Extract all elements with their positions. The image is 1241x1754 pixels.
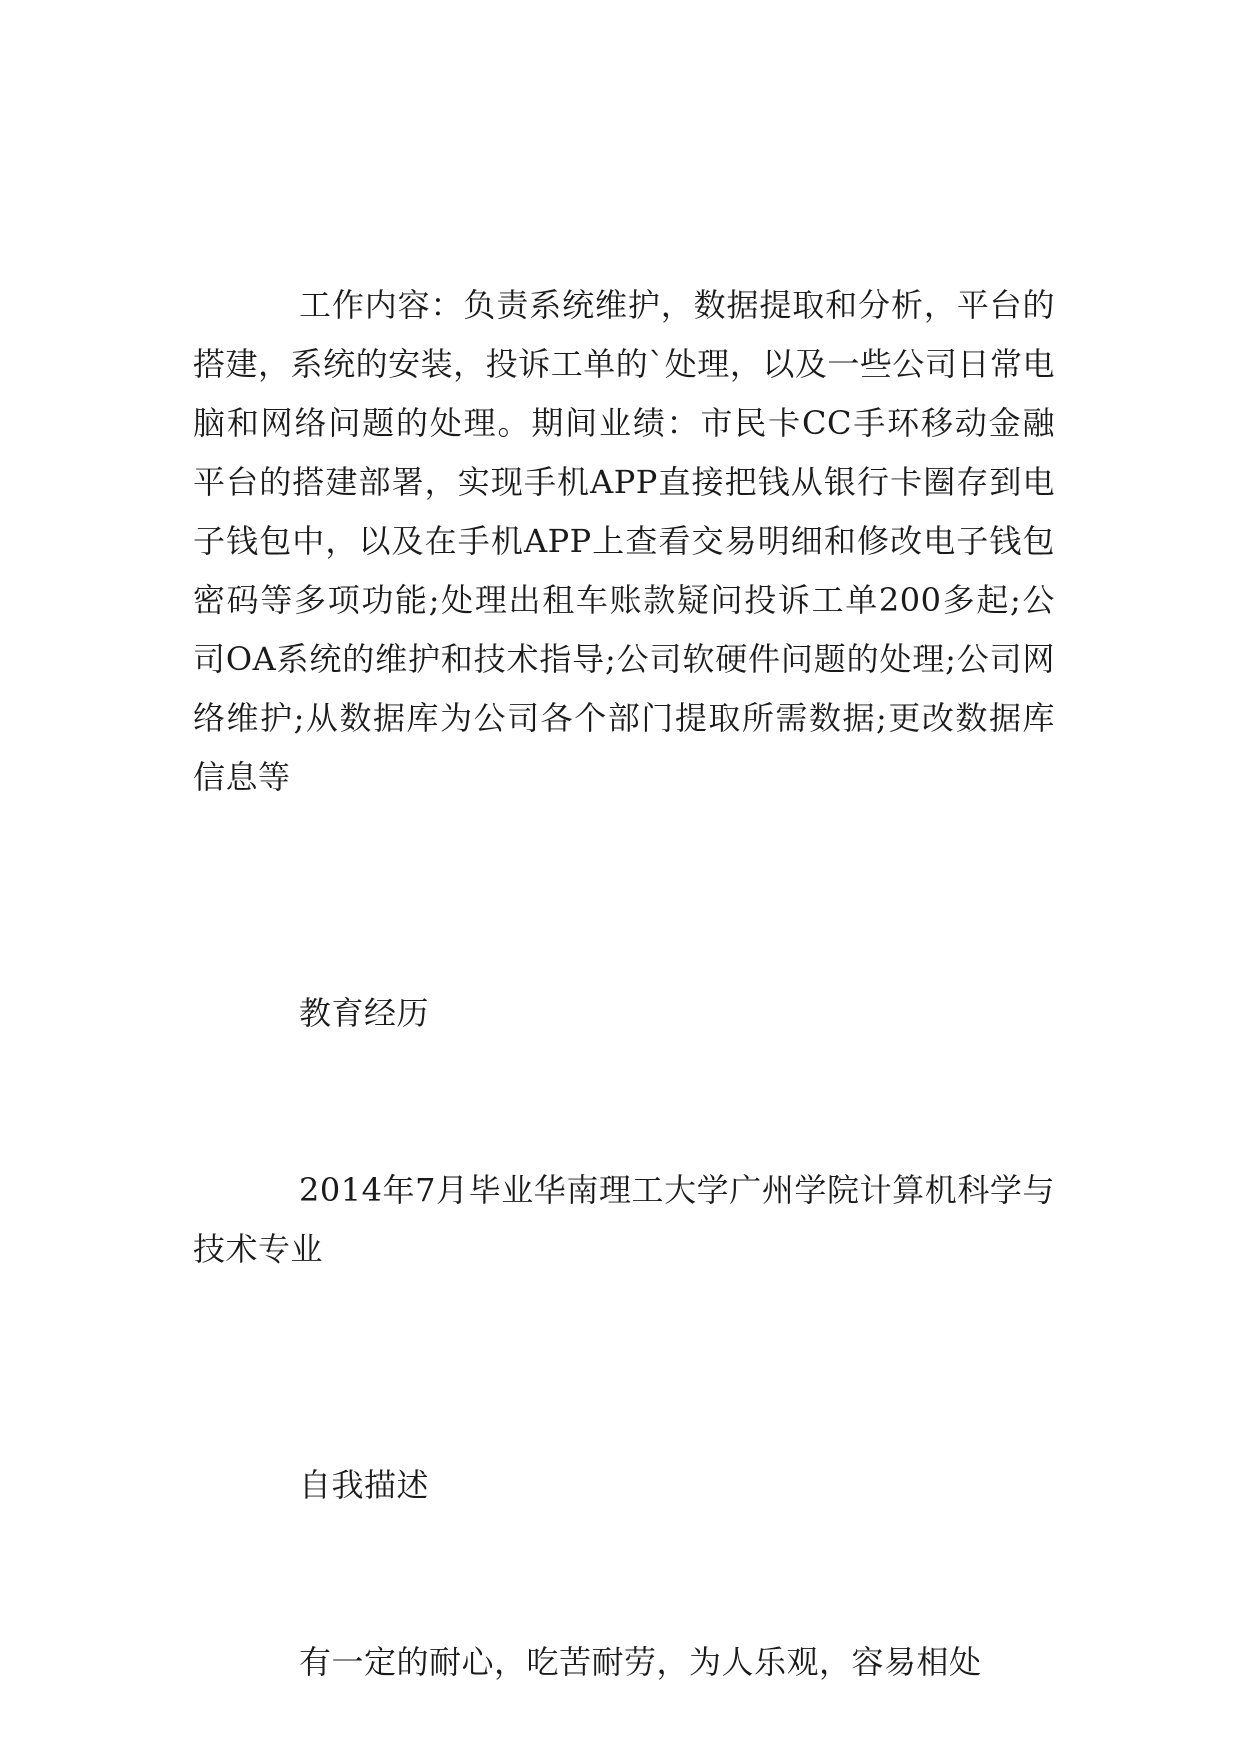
self-description-paragraph: 有一定的耐心，吃苦耐劳，为人乐观，容易相处 [299,1643,982,1681]
spacer [193,807,1055,984]
education-paragraph: 2014年7月毕业华南理工大学广州学院计算机科学与技术专业 [193,1171,1055,1268]
education-heading: 教育经历 [299,994,430,1032]
spacer [193,1043,1055,1161]
spacer [193,1515,1055,1633]
document-body [193,276,1055,1692]
spacer [193,1279,1055,1456]
work-content-paragraph: 工作内容：负责系统维护，数据提取和分析，平台的搭建，系统的安装，投诉工单的`处理，以及一些公司日常电脑和网络问题的处理。期间业绩：市民卡CC手环移动金融平台的搭建部署，实现手机APP直接把钱从银行卡圈存到电子钱包中，以及在手机APP上查看交易明细和修改电子钱包密码等多项功能;处理出租车账款疑问投诉工单200多起;公司OA系统的维护和技术指导;公司软硬件问题的处理;公司网络维护;从数据库为公司各个部门提取所需数据;更改数据库信息等 [193,286,1055,796]
self-description-heading: 自我描述 [299,1466,430,1504]
